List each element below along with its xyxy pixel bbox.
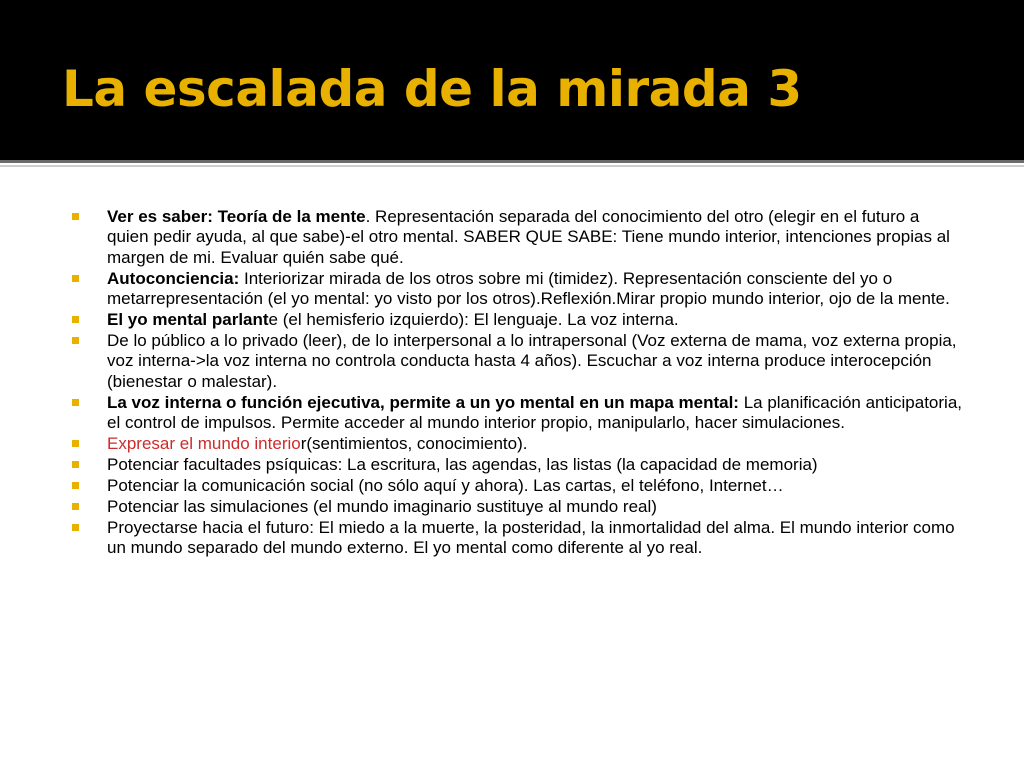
- bullet-item-simulations: [72, 497, 962, 517]
- square-bullet-icon: [72, 461, 79, 468]
- bullet-item-future-projection: [72, 518, 962, 559]
- bullet-list: [72, 207, 962, 559]
- bullet-bold-text: Ver es saber: Teoría de la mente: [107, 207, 366, 226]
- title-divider-secondary: [0, 165, 1024, 167]
- bullet-text: Potenciar la comunicación social (no sólo aquí y ahora). Las cartas, el teléfono, Internet…: [107, 475, 784, 495]
- square-bullet-icon: [72, 440, 79, 447]
- bullet-highlight-text: Expresar el mundo interio: [107, 433, 301, 453]
- bullet-bold-text: El yo mental parlant: [107, 310, 269, 330]
- slide-title: La escalada de la mirada 3: [62, 60, 802, 118]
- bullet-item-self-awareness: [72, 269, 962, 310]
- bullet-item-talking-self: [72, 310, 962, 330]
- bullet-item-social-communication: [72, 476, 962, 496]
- bullet-item-executive-function: [72, 393, 962, 434]
- square-bullet-icon: [72, 399, 79, 406]
- bullet-text: r(sentimientos, conocimiento).: [300, 433, 528, 453]
- square-bullet-icon: [72, 337, 79, 344]
- square-bullet-icon: [72, 275, 79, 282]
- bullet-bold-text: La voz interna o función ejecutiva, permite a un yo mental en un mapa mental:: [107, 392, 739, 412]
- bullet-bold-text: Autoconciencia:: [107, 268, 240, 288]
- bullet-text: e (el hemisferio izquierdo): El lenguaje. La voz interna.: [268, 310, 679, 330]
- bullet-text: Potenciar las simulaciones (el mundo imaginario sustituye al mundo real): [107, 496, 657, 516]
- square-bullet-icon: [72, 503, 79, 510]
- square-bullet-icon: [72, 316, 79, 323]
- bullet-text: Interiorizar mirada de los otros sobre mi (timidez). Representación consciente del yo o metarrepresentación (el yo mental: yo visto por los otros).Reflexión.Mirar propio mundo interior, ojo de la mente.: [107, 268, 950, 309]
- square-bullet-icon: [72, 524, 79, 531]
- bullet-text: . Representación separada del conocimiento del otro (elegir en el futuro a quien pedir ayuda, al que sabe)-el otro mental. SABER QUE SABE: Tiene mundo interior, intenciones propias al margen de mi. Evaluar quién sabe qué.: [107, 207, 950, 267]
- bullet-text: De lo público a lo privado (leer), de lo interpersonal a lo intrapersonal (Voz externa de mama, voz externa propia, voz interna->la voz interna no controla conducta hasta 4 años). Escuchar a voz interna produce interocepción (bienestar o malestar).: [107, 330, 957, 391]
- bullet-item-theory-of-mind: [72, 207, 962, 268]
- square-bullet-icon: [72, 482, 79, 489]
- title-divider: [0, 160, 1024, 163]
- bullet-text: Potenciar facultades psíquicas: La escritura, las agendas, las listas (la capacidad de memoria): [107, 454, 818, 474]
- bullet-text: La planificación anticipatoria, el control de impulsos. Permite acceder al mundo interior propio, manipularlo, hacer simulaciones.: [107, 392, 962, 433]
- bullet-item-psychic-faculties: [72, 455, 962, 475]
- title-bar: [0, 0, 1024, 160]
- bullet-item-express-inner-world: [72, 434, 962, 454]
- bullet-text: Proyectarse hacia el futuro: El miedo a la muerte, la posteridad, la inmortalidad del alma. El mundo interior como un mundo separado del mundo externo. El yo mental como diferente al yo real.: [107, 517, 955, 557]
- bullet-item-public-to-private: [72, 331, 962, 392]
- square-bullet-icon: [72, 213, 79, 220]
